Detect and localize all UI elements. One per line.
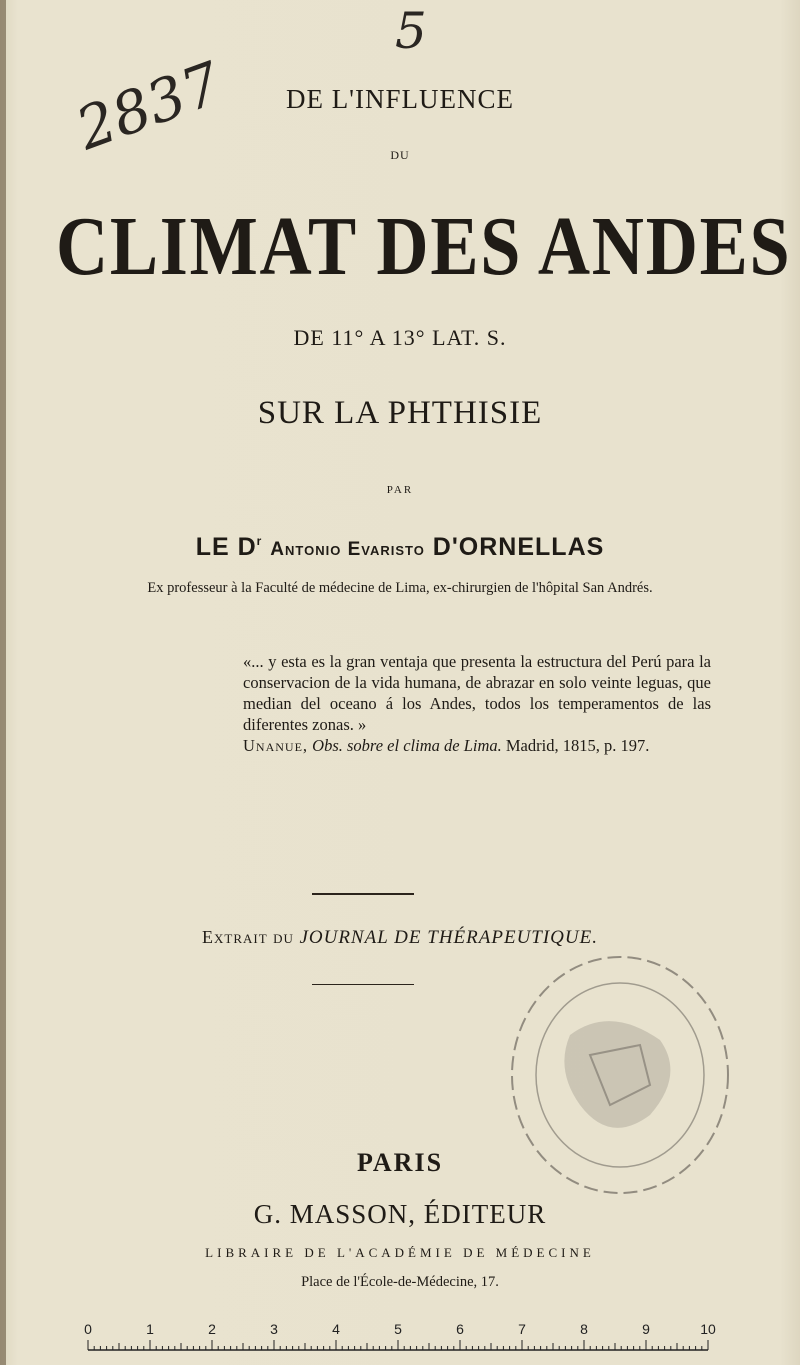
publication-city: PARIS — [356, 1148, 444, 1177]
author-surname: D'ORNELLAS — [432, 533, 605, 561]
author-prefix: LE D — [195, 533, 257, 561]
handwritten-mark: 5 — [395, 2, 427, 60]
author-affiliation: Ex professeur à la Faculté de médecine de Lima, ex-chirurgien de l'hôpital San Andrés. — [147, 580, 653, 596]
ruler-label: 10 — [700, 1321, 716, 1337]
epigraph — [243, 651, 711, 756]
ruler-label: 3 — [270, 1321, 278, 1337]
extract-prefix: Extrait du — [202, 927, 294, 947]
ruler-label: 4 — [332, 1321, 340, 1337]
author-given-names: Antonio Evaristo — [270, 539, 425, 560]
ruler-label: 7 — [518, 1321, 526, 1337]
ruler-label: 2 — [208, 1321, 216, 1337]
ruler-label: 9 — [642, 1321, 650, 1337]
ruler-label: 1 — [146, 1321, 154, 1337]
ruler-label: 0 — [84, 1321, 92, 1337]
publisher-description: LIBRAIRE DE L'ACADÉMIE DE MÉDECINE — [205, 1245, 595, 1260]
ruler-label: 5 — [394, 1321, 402, 1337]
handwritten-catalog-number: 2837 — [67, 48, 230, 164]
scale-ruler — [84, 1321, 716, 1352]
divider-rule — [312, 893, 414, 895]
main-title: CLIMAT DES ANDES — [56, 200, 792, 293]
epigraph-details: Madrid, 1815, p. 197. — [505, 736, 650, 755]
subject-title: SUR LA PHTHISIE — [257, 395, 543, 431]
ruler-label: 8 — [580, 1321, 588, 1337]
epigraph-author: Unanue, — [243, 736, 309, 755]
latitude-subtitle: DE 11° A 13° LAT. S. — [293, 325, 507, 350]
epigraph-work: Obs. sobre el clima de Lima. — [312, 736, 502, 755]
epigraph-source — [243, 735, 711, 756]
publisher: G. MASSON, ÉDITEUR — [253, 1199, 547, 1229]
author-name — [0, 533, 800, 562]
epigraph-text: «... y esta es la gran ventaja que presenta la estructura del Perú para la conservacion de la vida humana, de abrazar en solo veinte leguas, que median del oceano á los Andes, todos los temperamentos de las diferentes zonas. » — [243, 652, 711, 734]
title-line-1: DE L'INFLUENCE — [285, 84, 515, 114]
par-label: PAR — [386, 484, 414, 496]
ruler-label: 6 — [456, 1321, 464, 1337]
journal-name: JOURNAL DE THÉRAPEUTIQUE. — [299, 927, 598, 948]
divider-rule-2 — [312, 984, 414, 985]
author-title-sup: r — [256, 534, 263, 548]
title-line-2: DU — [390, 148, 410, 162]
publisher-address: Place de l'École-de-Médecine, 17. — [301, 1274, 499, 1290]
